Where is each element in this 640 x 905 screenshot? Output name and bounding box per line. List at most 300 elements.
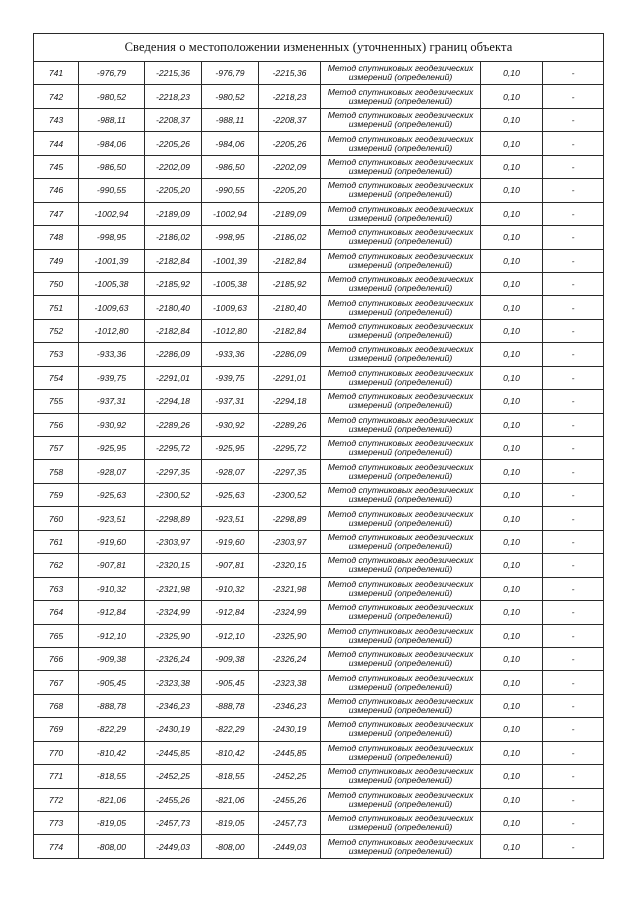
new-x-cell: -933,36	[202, 343, 259, 366]
method-line-1: Метод спутниковых геодезических	[327, 789, 474, 800]
existing-y-cell: -2323,38	[145, 671, 202, 694]
method-line-2: измерений (определений)	[348, 259, 453, 270]
point-number-cell: 764	[34, 601, 79, 624]
method-line-1: Метод спутниковых геодезических	[327, 742, 474, 753]
point-number-cell: 757	[34, 437, 79, 460]
precision-cell: 0,10	[481, 437, 543, 460]
point-number-cell: 745	[34, 155, 79, 178]
precision-cell: 0,10	[481, 108, 543, 131]
table-row	[34, 249, 604, 272]
existing-y-cell: -2297,35	[145, 460, 202, 483]
table-body	[34, 34, 604, 859]
existing-x-cell: -933,36	[79, 343, 145, 366]
extra-cell: -	[543, 226, 604, 249]
precision-cell: 0,10	[481, 62, 543, 85]
new-y-cell: -2182,84	[259, 319, 321, 342]
point-number-cell: 767	[34, 671, 79, 694]
point-number-cell: 747	[34, 202, 79, 225]
precision-cell: 0,10	[481, 296, 543, 319]
new-x-cell: -808,00	[202, 835, 259, 858]
point-number-cell: 753	[34, 343, 79, 366]
method-line-1: Метод спутниковых геодезических	[327, 531, 474, 542]
precision-cell: 0,10	[481, 179, 543, 202]
existing-x-cell: -1012,80	[79, 319, 145, 342]
existing-y-cell: -2182,84	[145, 319, 202, 342]
method-line-2: измерений (определений)	[348, 494, 453, 505]
method-line-1: Метод спутниковых геодезических	[327, 367, 474, 378]
precision-cell: 0,10	[481, 741, 543, 764]
method-line-2: измерений (определений)	[348, 845, 453, 856]
method-line-2: измерений (определений)	[348, 751, 453, 762]
point-number-cell: 762	[34, 554, 79, 577]
existing-y-cell: -2300,52	[145, 483, 202, 506]
table-row	[34, 272, 604, 295]
extra-cell: -	[543, 437, 604, 460]
table-row	[34, 390, 604, 413]
point-number-cell: 748	[34, 226, 79, 249]
existing-x-cell: -905,45	[79, 671, 145, 694]
new-y-cell: -2455,26	[259, 788, 321, 811]
existing-y-cell: -2182,84	[145, 249, 202, 272]
method-cell	[321, 507, 481, 530]
table-row	[34, 507, 604, 530]
precision-cell: 0,10	[481, 554, 543, 577]
table-row	[34, 835, 604, 858]
method-line-1: Метод спутниковых геодезических	[327, 414, 474, 425]
existing-y-cell: -2202,09	[145, 155, 202, 178]
existing-x-cell: -818,55	[79, 765, 145, 788]
precision-cell: 0,10	[481, 788, 543, 811]
table-row	[34, 62, 604, 85]
new-y-cell: -2286,09	[259, 343, 321, 366]
method-line-1: Метод спутниковых геодезических	[327, 274, 474, 285]
new-x-cell: -821,06	[202, 788, 259, 811]
new-x-cell: -912,10	[202, 624, 259, 647]
existing-y-cell: -2346,23	[145, 694, 202, 717]
existing-x-cell: -919,60	[79, 530, 145, 553]
method-line-2: измерений (определений)	[348, 306, 453, 317]
existing-y-cell: -2325,90	[145, 624, 202, 647]
point-number-cell: 749	[34, 249, 79, 272]
table-row	[34, 741, 604, 764]
method-cell	[321, 390, 481, 413]
method-line-1: Метод спутниковых геодезических	[327, 250, 474, 261]
precision-cell: 0,10	[481, 249, 543, 272]
method-line-1: Метод спутниковых геодезических	[327, 344, 474, 355]
point-number-cell: 752	[34, 319, 79, 342]
table-row	[34, 179, 604, 202]
point-number-cell: 746	[34, 179, 79, 202]
table-row	[34, 343, 604, 366]
new-x-cell: -937,31	[202, 390, 259, 413]
existing-x-cell: -808,00	[79, 835, 145, 858]
document-page	[33, 33, 603, 859]
table-row	[34, 812, 604, 835]
existing-x-cell: -1009,63	[79, 296, 145, 319]
method-line-2: измерений (определений)	[348, 470, 453, 481]
method-line-1: Метод спутниковых геодезических	[327, 555, 474, 566]
precision-cell: 0,10	[481, 343, 543, 366]
method-line-1: Метод спутниковых геодезических	[327, 649, 474, 660]
method-line-1: Метод спутниковых геодезических	[327, 180, 474, 191]
new-x-cell: -819,05	[202, 812, 259, 835]
precision-cell: 0,10	[481, 647, 543, 670]
existing-y-cell: -2452,25	[145, 765, 202, 788]
new-x-cell: -909,38	[202, 647, 259, 670]
point-number-cell: 766	[34, 647, 79, 670]
precision-cell: 0,10	[481, 202, 543, 225]
existing-y-cell: -2218,23	[145, 85, 202, 108]
method-line-2: измерений (определений)	[348, 376, 453, 387]
point-number-cell: 761	[34, 530, 79, 553]
method-cell	[321, 554, 481, 577]
extra-cell: -	[543, 319, 604, 342]
method-line-1: Метод спутниковых геодезических	[327, 508, 474, 519]
new-y-cell: -2325,90	[259, 624, 321, 647]
extra-cell: -	[543, 85, 604, 108]
new-x-cell: -925,95	[202, 437, 259, 460]
extra-cell: -	[543, 413, 604, 436]
method-line-2: измерений (определений)	[348, 95, 453, 106]
precision-cell: 0,10	[481, 132, 543, 155]
precision-cell: 0,10	[481, 601, 543, 624]
new-y-cell: -2321,98	[259, 577, 321, 600]
method-line-2: измерений (определений)	[348, 165, 453, 176]
existing-y-cell: -2324,99	[145, 601, 202, 624]
method-line-2: измерений (определений)	[348, 119, 453, 130]
method-cell	[321, 647, 481, 670]
existing-y-cell: -2185,92	[145, 272, 202, 295]
existing-x-cell: -930,92	[79, 413, 145, 436]
new-y-cell: -2202,09	[259, 155, 321, 178]
new-y-cell: -2205,26	[259, 132, 321, 155]
method-line-2: измерений (определений)	[348, 611, 453, 622]
extra-cell: -	[543, 155, 604, 178]
new-y-cell: -2346,23	[259, 694, 321, 717]
precision-cell: 0,10	[481, 507, 543, 530]
new-y-cell: -2298,89	[259, 507, 321, 530]
new-x-cell: -1005,38	[202, 272, 259, 295]
method-cell	[321, 671, 481, 694]
new-x-cell: -810,42	[202, 741, 259, 764]
method-line-2: измерений (определений)	[348, 142, 453, 153]
new-x-cell: -1009,63	[202, 296, 259, 319]
new-y-cell: -2289,26	[259, 413, 321, 436]
point-number-cell: 763	[34, 577, 79, 600]
existing-x-cell: -928,07	[79, 460, 145, 483]
existing-y-cell: -2445,85	[145, 741, 202, 764]
method-cell	[321, 601, 481, 624]
point-number-cell: 772	[34, 788, 79, 811]
method-line-2: измерений (определений)	[348, 517, 453, 528]
existing-x-cell: -907,81	[79, 554, 145, 577]
existing-x-cell: -925,95	[79, 437, 145, 460]
extra-cell: -	[543, 788, 604, 811]
method-line-1: Метод спутниковых геодезических	[327, 836, 474, 847]
method-line-1: Метод спутниковых геодезических	[327, 227, 474, 238]
precision-cell: 0,10	[481, 413, 543, 436]
new-y-cell: -2185,92	[259, 272, 321, 295]
point-number-cell: 765	[34, 624, 79, 647]
method-cell	[321, 319, 481, 342]
precision-cell: 0,10	[481, 694, 543, 717]
existing-y-cell: -2205,20	[145, 179, 202, 202]
extra-cell: -	[543, 296, 604, 319]
existing-x-cell: -821,06	[79, 788, 145, 811]
new-x-cell: -925,63	[202, 483, 259, 506]
table-row	[34, 296, 604, 319]
method-line-2: измерений (определений)	[348, 658, 453, 669]
precision-cell: 0,10	[481, 624, 543, 647]
method-line-2: измерений (определений)	[348, 283, 453, 294]
point-number-cell: 756	[34, 413, 79, 436]
boundary-coordinates-table	[33, 33, 604, 859]
new-x-cell: -998,95	[202, 226, 259, 249]
existing-y-cell: -2189,09	[145, 202, 202, 225]
precision-cell: 0,10	[481, 483, 543, 506]
new-y-cell: -2457,73	[259, 812, 321, 835]
method-line-1: Метод спутниковых геодезических	[327, 110, 474, 121]
new-y-cell: -2300,52	[259, 483, 321, 506]
method-line-2: измерений (определений)	[348, 681, 453, 692]
method-cell	[321, 343, 481, 366]
existing-y-cell: -2286,09	[145, 343, 202, 366]
point-number-cell: 773	[34, 812, 79, 835]
point-number-cell: 751	[34, 296, 79, 319]
method-line-2: измерений (определений)	[348, 330, 453, 341]
table-row	[34, 577, 604, 600]
new-y-cell: -2291,01	[259, 366, 321, 389]
new-x-cell: -980,52	[202, 85, 259, 108]
table-row	[34, 366, 604, 389]
point-number-cell: 742	[34, 85, 79, 108]
method-cell	[321, 413, 481, 436]
method-line-2: измерений (определений)	[348, 447, 453, 458]
point-number-cell: 758	[34, 460, 79, 483]
extra-cell: -	[543, 765, 604, 788]
new-y-cell: -2445,85	[259, 741, 321, 764]
existing-y-cell: -2303,97	[145, 530, 202, 553]
precision-cell: 0,10	[481, 530, 543, 553]
existing-y-cell: -2289,26	[145, 413, 202, 436]
method-line-1: Метод спутниковых геодезических	[327, 719, 474, 730]
point-number-cell: 755	[34, 390, 79, 413]
point-number-cell: 770	[34, 741, 79, 764]
method-line-2: измерений (определений)	[348, 634, 453, 645]
method-line-1: Метод спутниковых геодезических	[327, 203, 474, 214]
new-y-cell: -2323,38	[259, 671, 321, 694]
method-line-1: Метод спутниковых геодезических	[327, 672, 474, 683]
precision-cell: 0,10	[481, 390, 543, 413]
new-y-cell: -2205,20	[259, 179, 321, 202]
new-x-cell: -939,75	[202, 366, 259, 389]
point-number-cell: 743	[34, 108, 79, 131]
method-cell	[321, 694, 481, 717]
method-cell	[321, 483, 481, 506]
table-row	[34, 765, 604, 788]
new-x-cell: -818,55	[202, 765, 259, 788]
existing-y-cell: -2320,15	[145, 554, 202, 577]
method-cell	[321, 437, 481, 460]
existing-y-cell: -2208,37	[145, 108, 202, 131]
method-line-1: Метод спутниковых геодезических	[327, 156, 474, 167]
method-line-2: измерений (определений)	[348, 705, 453, 716]
method-cell	[321, 249, 481, 272]
table-row	[34, 554, 604, 577]
existing-x-cell: -990,55	[79, 179, 145, 202]
method-cell	[321, 179, 481, 202]
new-y-cell: -2218,23	[259, 85, 321, 108]
existing-x-cell: -912,10	[79, 624, 145, 647]
method-cell	[321, 577, 481, 600]
new-x-cell: -990,55	[202, 179, 259, 202]
method-cell	[321, 296, 481, 319]
table-row	[34, 460, 604, 483]
extra-cell: -	[543, 366, 604, 389]
new-x-cell: -822,29	[202, 718, 259, 741]
table-row	[34, 413, 604, 436]
new-x-cell: -986,50	[202, 155, 259, 178]
table-title-row	[34, 34, 604, 62]
method-line-2: измерений (определений)	[348, 400, 453, 411]
new-x-cell: -907,81	[202, 554, 259, 577]
existing-y-cell: -2186,02	[145, 226, 202, 249]
precision-cell: 0,10	[481, 460, 543, 483]
method-cell	[321, 530, 481, 553]
new-y-cell: -2182,84	[259, 249, 321, 272]
table-row	[34, 85, 604, 108]
new-x-cell: -976,79	[202, 62, 259, 85]
extra-cell: -	[543, 249, 604, 272]
extra-cell: -	[543, 507, 604, 530]
existing-y-cell: -2291,01	[145, 366, 202, 389]
existing-y-cell: -2180,40	[145, 296, 202, 319]
new-y-cell: -2452,25	[259, 765, 321, 788]
existing-y-cell: -2455,26	[145, 788, 202, 811]
existing-y-cell: -2430,19	[145, 718, 202, 741]
extra-cell: -	[543, 62, 604, 85]
precision-cell: 0,10	[481, 671, 543, 694]
method-line-1: Метод спутниковых геодезических	[327, 461, 474, 472]
existing-x-cell: -937,31	[79, 390, 145, 413]
precision-cell: 0,10	[481, 155, 543, 178]
existing-y-cell: -2294,18	[145, 390, 202, 413]
existing-x-cell: -822,29	[79, 718, 145, 741]
new-y-cell: -2294,18	[259, 390, 321, 413]
new-x-cell: -919,60	[202, 530, 259, 553]
precision-cell: 0,10	[481, 319, 543, 342]
new-x-cell: -923,51	[202, 507, 259, 530]
method-line-1: Метод спутниковых геодезических	[327, 86, 474, 97]
method-cell	[321, 85, 481, 108]
existing-y-cell: -2295,72	[145, 437, 202, 460]
extra-cell: -	[543, 460, 604, 483]
existing-y-cell: -2215,36	[145, 62, 202, 85]
precision-cell: 0,10	[481, 812, 543, 835]
method-cell	[321, 460, 481, 483]
table-row	[34, 718, 604, 741]
existing-y-cell: -2205,26	[145, 132, 202, 155]
existing-x-cell: -986,50	[79, 155, 145, 178]
table-row	[34, 671, 604, 694]
new-x-cell: -1012,80	[202, 319, 259, 342]
method-cell	[321, 62, 481, 85]
point-number-cell: 768	[34, 694, 79, 717]
extra-cell: -	[543, 577, 604, 600]
precision-cell: 0,10	[481, 765, 543, 788]
new-y-cell: -2303,97	[259, 530, 321, 553]
method-line-2: измерений (определений)	[348, 587, 453, 598]
point-number-cell: 754	[34, 366, 79, 389]
method-line-1: Метод спутниковых геодезических	[327, 391, 474, 402]
method-line-2: измерений (определений)	[348, 189, 453, 200]
new-y-cell: -2324,99	[259, 601, 321, 624]
method-line-2: измерений (определений)	[348, 212, 453, 223]
existing-x-cell: -1005,38	[79, 272, 145, 295]
table-row	[34, 788, 604, 811]
point-number-cell: 771	[34, 765, 79, 788]
new-y-cell: -2295,72	[259, 437, 321, 460]
method-cell	[321, 202, 481, 225]
method-cell	[321, 788, 481, 811]
existing-x-cell: -976,79	[79, 62, 145, 85]
extra-cell: -	[543, 272, 604, 295]
method-cell	[321, 108, 481, 131]
new-x-cell: -984,06	[202, 132, 259, 155]
point-number-cell: 774	[34, 835, 79, 858]
new-x-cell: -905,45	[202, 671, 259, 694]
extra-cell: -	[543, 741, 604, 764]
method-line-2: измерений (определений)	[348, 72, 453, 83]
method-line-2: измерений (определений)	[348, 236, 453, 247]
extra-cell: -	[543, 694, 604, 717]
existing-x-cell: -810,42	[79, 741, 145, 764]
new-x-cell: -1002,94	[202, 202, 259, 225]
existing-x-cell: -1001,39	[79, 249, 145, 272]
new-x-cell: -888,78	[202, 694, 259, 717]
existing-y-cell: -2321,98	[145, 577, 202, 600]
method-cell	[321, 812, 481, 835]
existing-x-cell: -1002,94	[79, 202, 145, 225]
new-y-cell: -2208,37	[259, 108, 321, 131]
method-cell	[321, 366, 481, 389]
table-row	[34, 319, 604, 342]
method-line-1: Метод спутниковых геодезических	[327, 438, 474, 449]
extra-cell: -	[543, 835, 604, 858]
extra-cell: -	[543, 202, 604, 225]
extra-cell: -	[543, 671, 604, 694]
table-row	[34, 624, 604, 647]
point-number-cell: 769	[34, 718, 79, 741]
table-row	[34, 530, 604, 553]
table-row	[34, 647, 604, 670]
table-row	[34, 483, 604, 506]
extra-cell: -	[543, 390, 604, 413]
existing-x-cell: -980,52	[79, 85, 145, 108]
method-line-1: Метод спутниковых геодезических	[327, 766, 474, 777]
new-x-cell: -988,11	[202, 108, 259, 131]
new-y-cell: -2430,19	[259, 718, 321, 741]
table-row	[34, 132, 604, 155]
method-cell	[321, 132, 481, 155]
existing-y-cell: -2457,73	[145, 812, 202, 835]
existing-x-cell: -925,63	[79, 483, 145, 506]
point-number-cell: 741	[34, 62, 79, 85]
table-title: Сведения о местоположении измененных (уточненных) границ объекта	[34, 34, 604, 62]
precision-cell: 0,10	[481, 85, 543, 108]
method-line-2: измерений (определений)	[348, 728, 453, 739]
method-cell	[321, 765, 481, 788]
